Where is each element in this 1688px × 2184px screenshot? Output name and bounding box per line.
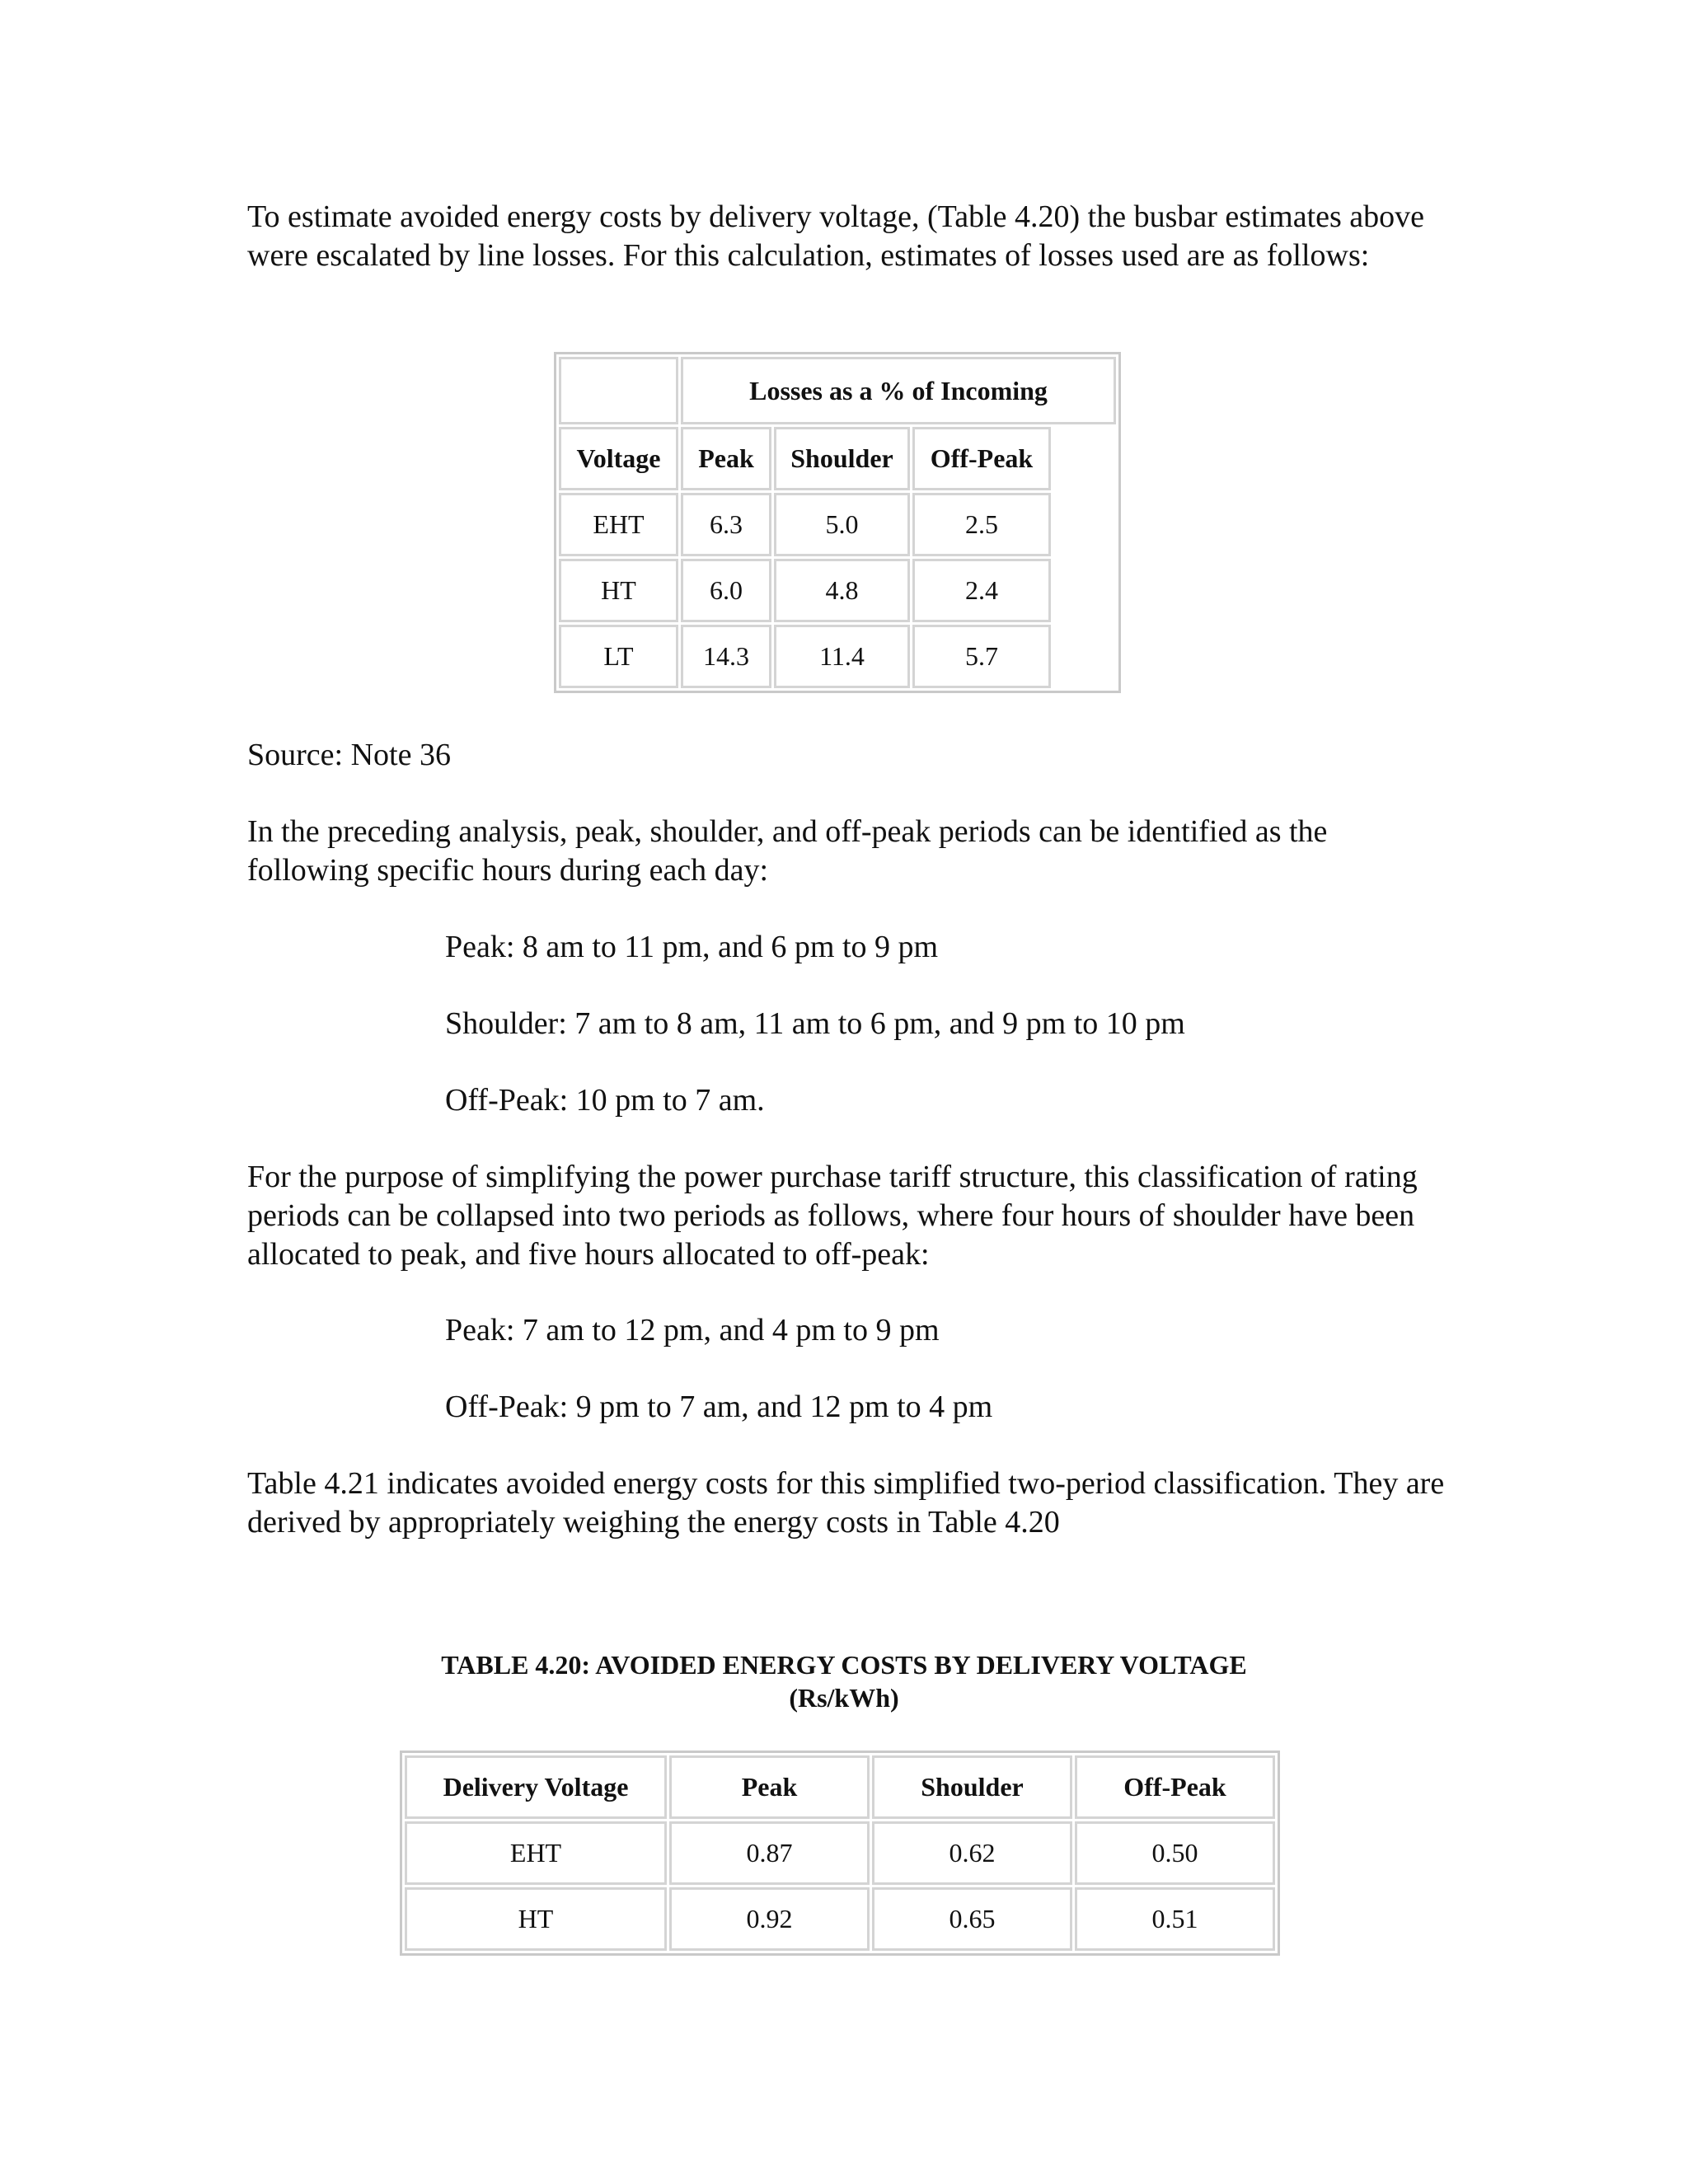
avoided-table-header-row — [405, 1755, 1275, 1819]
simplified-period-peak: Peak: 7 am to 12 pm, and 4 pm to 9 pm — [445, 1313, 940, 1347]
losses-table-column-header: Off-Peak — [912, 427, 1051, 490]
table-row — [559, 493, 1116, 556]
losses-table-group-header: Losses as a % of Incoming — [681, 357, 1116, 424]
period-peak: Peak: 8 am to 11 pm, and 6 pm to 9 pm — [445, 930, 939, 964]
table-cell: HT — [405, 1887, 667, 1951]
table-cell: 5.7 — [912, 625, 1051, 688]
avoided-table-column-header: Off-Peak — [1075, 1755, 1275, 1819]
table-row — [559, 559, 1116, 622]
avoided-table-column-header: Delivery Voltage — [405, 1755, 667, 1819]
losses-table-filler — [1053, 625, 1116, 688]
losses-table-empty-corner — [559, 357, 678, 424]
source-note: Source: Note 36 — [247, 738, 451, 772]
table420-title-line1: TABLE 4.20: AVOIDED ENERGY COSTS BY DELIVERY VOLTAGE — [441, 1650, 1247, 1680]
avoided-table-column-header: Shoulder — [872, 1755, 1072, 1819]
table-cell: HT — [559, 559, 678, 622]
table421-paragraph: Table 4.21 indicates avoided energy costs for this simplified two-period classification. They are derived by appropriately weighing the energy costs in Table 4.20 — [247, 1466, 1445, 1540]
losses-table-header-row — [559, 427, 1116, 490]
table-cell: 6.0 — [681, 559, 771, 622]
table-cell: 11.4 — [774, 625, 910, 688]
table-cell: EHT — [405, 1821, 667, 1885]
table-cell: 2.5 — [912, 493, 1051, 556]
period-shoulder: Shoulder: 7 am to 8 am, 11 am to 6 pm, and 9 pm to 10 pm — [445, 1006, 1185, 1041]
losses-table-group-header-row — [559, 357, 1116, 424]
losses-table-column-header: Voltage — [559, 427, 678, 490]
periods-paragraph: In the preceding analysis, peak, shoulder, and off-peak periods can be identified as the following specific hours during each day: — [247, 814, 1328, 888]
table-cell: 4.8 — [774, 559, 910, 622]
losses-table — [554, 352, 1121, 693]
avoided-table-column-header: Peak — [669, 1755, 870, 1819]
table420-title — [247, 1648, 1441, 1714]
table-cell: 2.4 — [912, 559, 1051, 622]
losses-table-column-header: Shoulder — [774, 427, 910, 490]
simplified-period-off-peak: Off-Peak: 9 pm to 7 am, and 12 pm to 4 pm — [445, 1390, 993, 1424]
table-cell: 0.62 — [872, 1821, 1072, 1885]
table-row — [405, 1821, 1275, 1885]
table-row — [405, 1887, 1275, 1951]
simplify-paragraph: For the purpose of simplifying the power purchase tariff structure, this classification of rating periods can be collapsed into two periods as follows, where four hours of shoulder have been allocated to peak, and five hours allocated to off-peak: — [247, 1160, 1418, 1272]
avoided-energy-costs-table — [400, 1750, 1280, 1956]
period-off-peak: Off-Peak: 10 pm to 7 am. — [445, 1083, 765, 1118]
losses-table-filler — [1053, 559, 1116, 622]
losses-table-filler — [1053, 493, 1116, 556]
table-cell: 0.51 — [1075, 1887, 1275, 1951]
table-cell: 0.92 — [669, 1887, 870, 1951]
losses-table-filler — [1053, 427, 1116, 490]
intro-paragraph: To estimate avoided energy costs by delivery voltage, (Table 4.20) the busbar estimates above were escalated by line losses. For this calculation, estimates of losses used are as follows: — [247, 199, 1425, 273]
table-cell: 0.65 — [872, 1887, 1072, 1951]
table-cell: 5.0 — [774, 493, 910, 556]
table-cell: 0.50 — [1075, 1821, 1275, 1885]
table-cell: 0.87 — [669, 1821, 870, 1885]
table420-title-line2: (Rs/kWh) — [789, 1683, 899, 1713]
table-cell: EHT — [559, 493, 678, 556]
losses-table-column-header: Peak — [681, 427, 771, 490]
table-row — [559, 625, 1116, 688]
table-cell: 6.3 — [681, 493, 771, 556]
table-cell: LT — [559, 625, 678, 688]
table-cell: 14.3 — [681, 625, 771, 688]
